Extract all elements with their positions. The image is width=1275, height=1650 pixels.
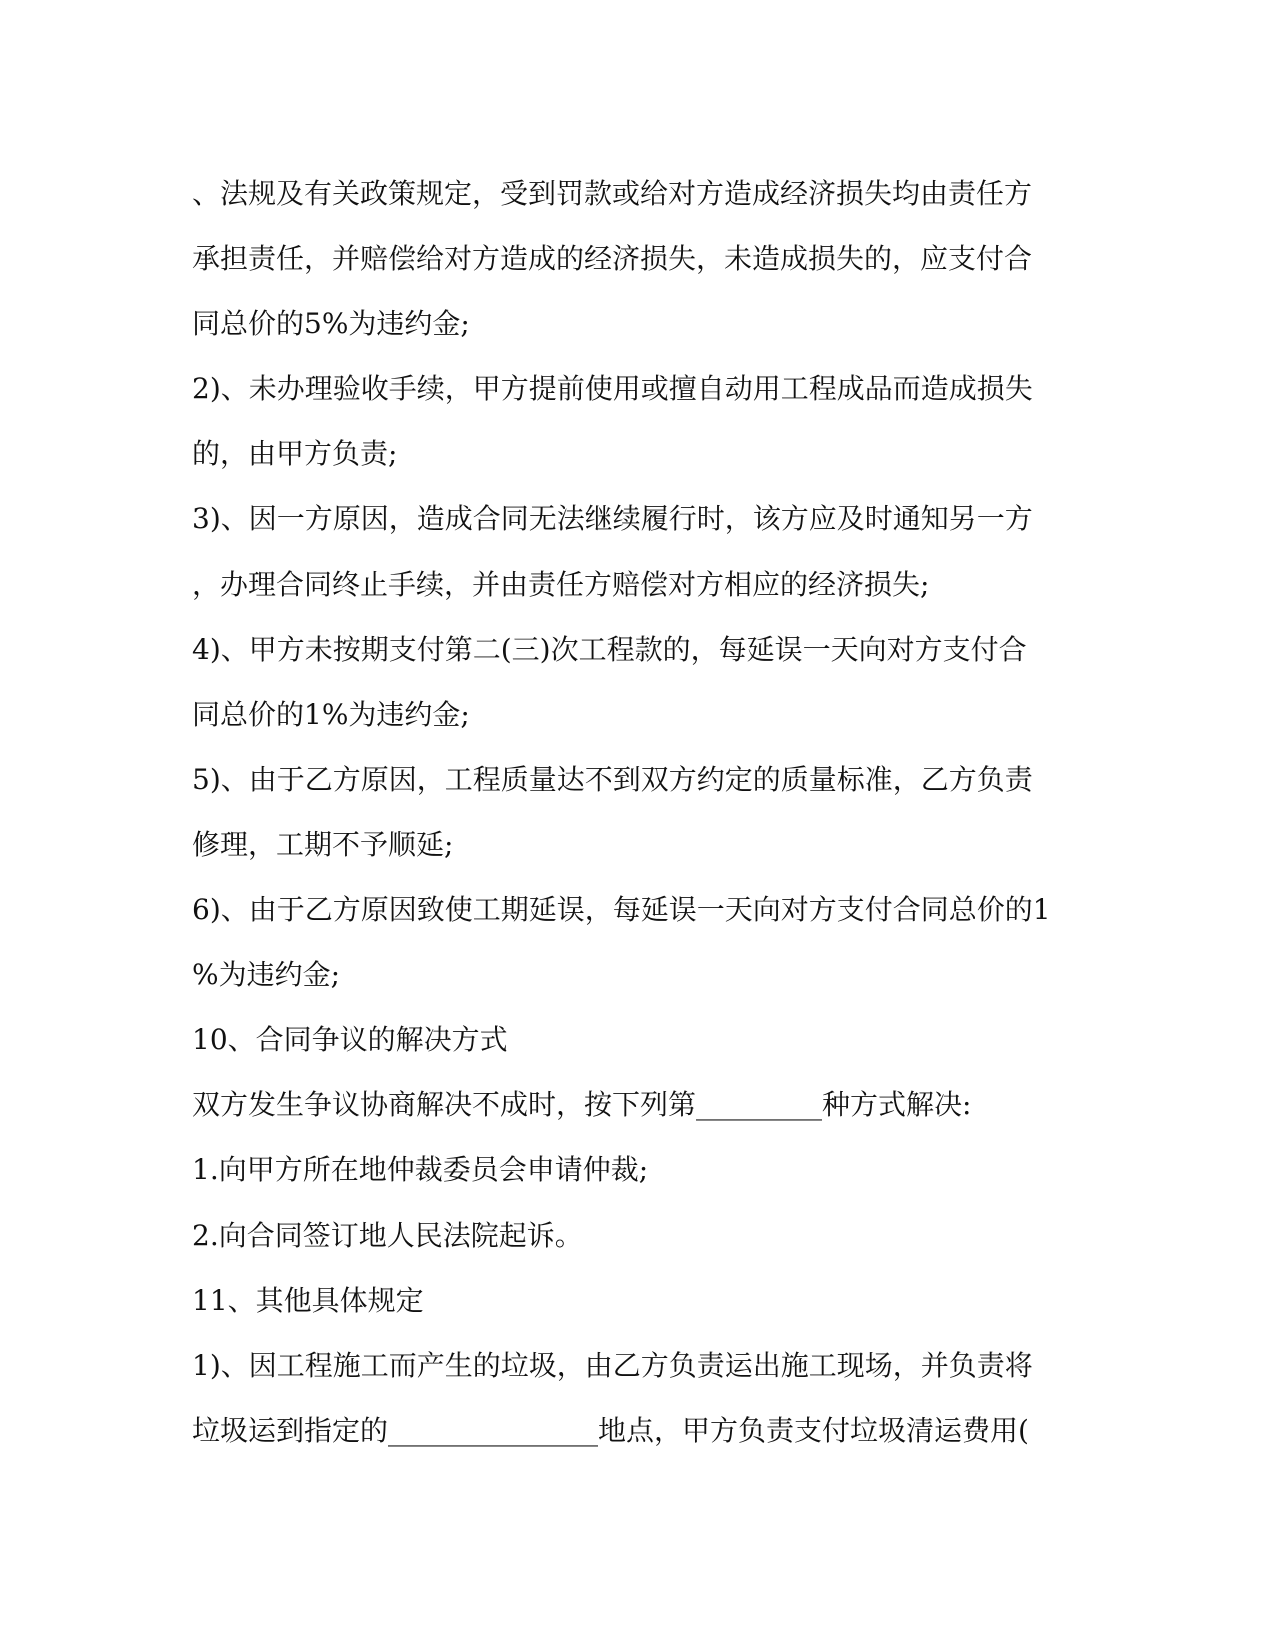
text-line: %为违约金; — [192, 958, 341, 992]
text-line: 5)、由于乙方原因，工程质量达不到双方约定的质量标准，乙方负责 — [192, 762, 1033, 796]
text-line: 4)、甲方未按期支付第二(三)次工程款的，每延误一天向对方支付合 — [192, 632, 1027, 666]
section-heading: 10、合同争议的解决方式 — [192, 1023, 508, 1057]
text-line: 的，由甲方负责; — [192, 437, 398, 471]
document-body — [192, 161, 1092, 1463]
text-line: 修理，工期不予顺延; — [192, 827, 454, 861]
list-item: 1.向甲方所在地仲裁委员会申请仲裁; — [192, 1153, 649, 1187]
text-line: 1)、因工程施工而产生的垃圾，由乙方负责运出施工现场，并负责将 — [192, 1348, 1033, 1382]
text-line: 垃圾运到指定的_______________地点，甲方负责支付垃圾清运费用( — [192, 1413, 1029, 1447]
text-line: 同总价的5%为违约金; — [192, 307, 470, 341]
section-heading: 11、其他具体规定 — [192, 1283, 424, 1317]
text-line: 同总价的1%为违约金; — [192, 697, 470, 731]
text-line: 3)、因一方原因，造成合同无法继续履行时，该方应及时通知另一方 — [192, 502, 1033, 536]
text-line: 2)、未办理验收手续，甲方提前使用或擅自动用工程成品而造成损失 — [192, 372, 1033, 406]
text-line: 6)、由于乙方原因致使工期延误，每延误一天向对方支付合同总价的1 — [192, 893, 1051, 927]
text-line: 双方发生争议协商解决不成时，按下列第_________种方式解决: — [192, 1088, 972, 1122]
list-item: 2.向合同签订地人民法院起诉。 — [192, 1218, 583, 1252]
text-line: 、法规及有关政策规定，受到罚款或给对方造成经济损失均由责任方 — [192, 177, 1033, 210]
text-line: 承担责任，并赔偿给对方造成的经济损失，未造成损失的，应支付合 — [192, 242, 1033, 276]
text-line: ，办理合同终止手续，并由责任方赔偿对方相应的经济损失; — [192, 567, 930, 601]
